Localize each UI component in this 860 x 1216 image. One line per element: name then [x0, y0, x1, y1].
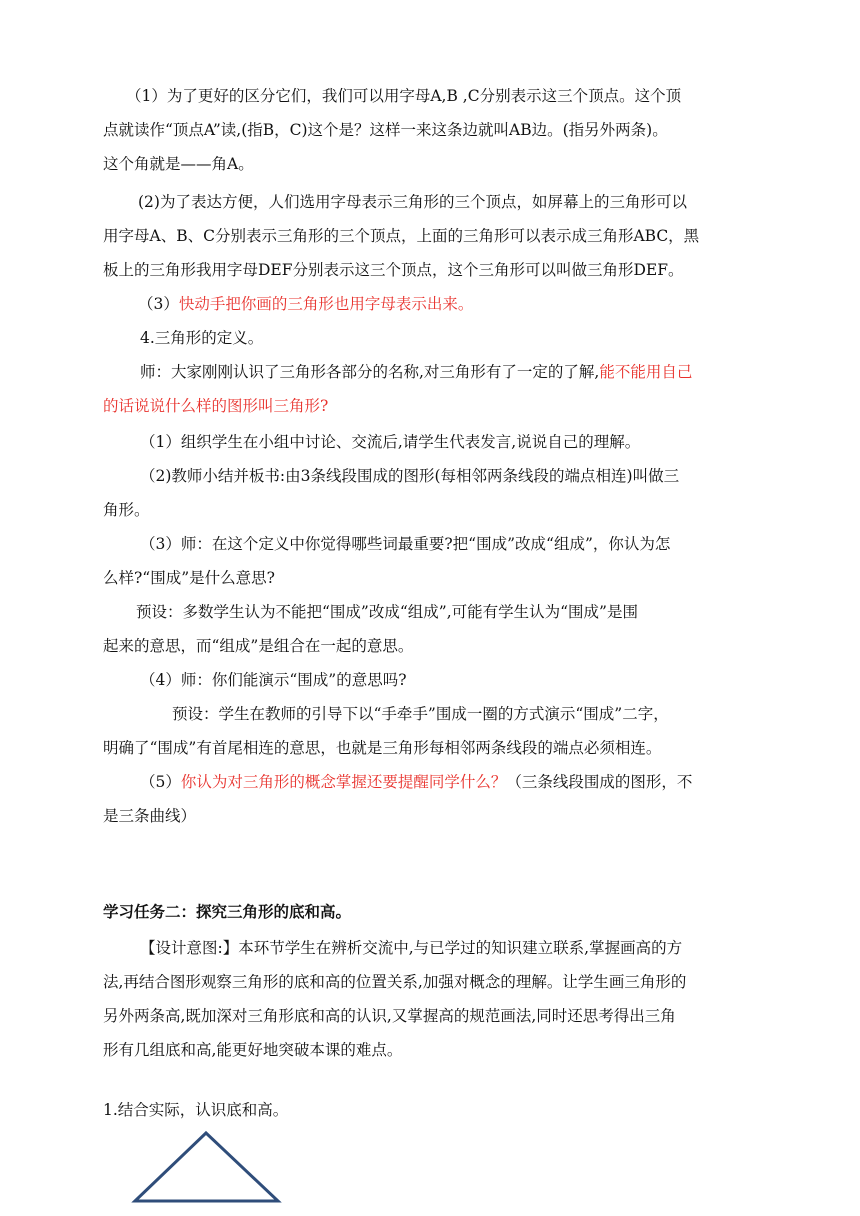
p12-rest: （三条线段围成的图形，不 — [506, 773, 693, 791]
p2-line3: 板上的三角形我用字母DEF分别表示这三个顶点，这个三角形可以叫做三角形DEF。 — [103, 261, 684, 279]
section-4-heading: 4.三角形的定义。 — [140, 329, 264, 347]
p12-line2: 是三条曲线） — [103, 807, 197, 825]
p12-highlight: 你认为对三角形的概念掌握还要提醒同学什么？ — [180, 773, 507, 791]
p1-line1: （1）为了更好的区分它们，我们可以用字母A,B ,C分别表示这三个顶点。这个顶 — [126, 87, 682, 105]
p3-highlight: 快动手把你画的三角形也用字母表示出来。 — [178, 295, 474, 313]
design-line3: 另外两条高,既加深对三角形底和高的认识,又掌握高的规范画法,同时还思考得出三角 — [103, 1007, 676, 1025]
p7-line2: 角形。 — [103, 501, 150, 519]
p11-line1: 预设：学生在教师的引导下以“手牵手”围成一圈的方式演示“围成”二字， — [172, 705, 669, 723]
p5-line2: 的话说说什么样的图形叫三角形? — [103, 397, 329, 415]
p3-number: （3） — [138, 295, 179, 313]
p12-line1 — [140, 772, 692, 792]
p3-line — [138, 294, 473, 314]
p8-line2: 么样?“围成”是什么意思? — [103, 569, 275, 587]
design-line1: 【设计意图:】本环节学生在辨析交流中,与已学过的知识建立联系,掌握画高的方 — [140, 939, 683, 957]
p7-line1: （2)教师小结并板书:由3条线段围成的图形(每相邻两条线段的端点相连)叫做三 — [140, 467, 680, 485]
p9-line2: 起来的意思，而“组成”是组合在一起的意思。 — [103, 637, 414, 655]
p9-line1: 预设：多数学生认为不能把“围成”改成“组成”,可能有学生认为“围成”是围 — [136, 603, 638, 621]
design-line4: 形有几组底和高,能更好地突破本课的难点。 — [103, 1041, 403, 1059]
step1-heading: 1.结合实际，认识底和高。 — [103, 1101, 289, 1119]
p12-number: （5） — [140, 773, 181, 791]
p6-line: （1）组织学生在小组中讨论、交流后,请学生代表发言,说说自己的理解。 — [140, 433, 641, 451]
p5-line1 — [140, 362, 692, 382]
p1-line2: 点就读作“顶点A”读,(指B，C)这个是？这样一来这条边就叫AB边。(指另外两条)。 — [103, 121, 668, 139]
p5-text: 师：大家刚刚认识了三角形各部分的名称,对三角形有了一定的了解, — [140, 363, 600, 381]
p11-line2: 明确了“围成”有首尾相连的意思，也就是三角形每相邻两条线段的端点必须相连。 — [103, 739, 662, 757]
p2-line2: 用字母A、B、C分别表示三角形的三个顶点，上面的三角形可以表示成三角形ABC，黑 — [103, 227, 700, 245]
p10-line: （4）师：你们能演示“围成”的意思吗? — [140, 671, 407, 689]
triangle-figure — [128, 1128, 288, 1208]
p1-line3: 这个角就是——角A。 — [103, 155, 254, 173]
p5-highlight-1: 能不能用自己 — [599, 363, 693, 381]
p8-line1: （3）师：在这个定义中你觉得哪些词最重要?把“围成”改成“组成”，你认为怎 — [140, 535, 671, 553]
design-line2: 法,再结合图形观察三角形的底和高的位置关系,加强对概念的理解。让学生画三角形的 — [103, 973, 687, 991]
p2-line1: (2)为了表达方便，人们选用字母表示三角形的三个顶点，如屏幕上的三角形可以 — [138, 193, 687, 211]
task2-title: 学习任务二：探究三角形的底和高。 — [103, 902, 352, 921]
